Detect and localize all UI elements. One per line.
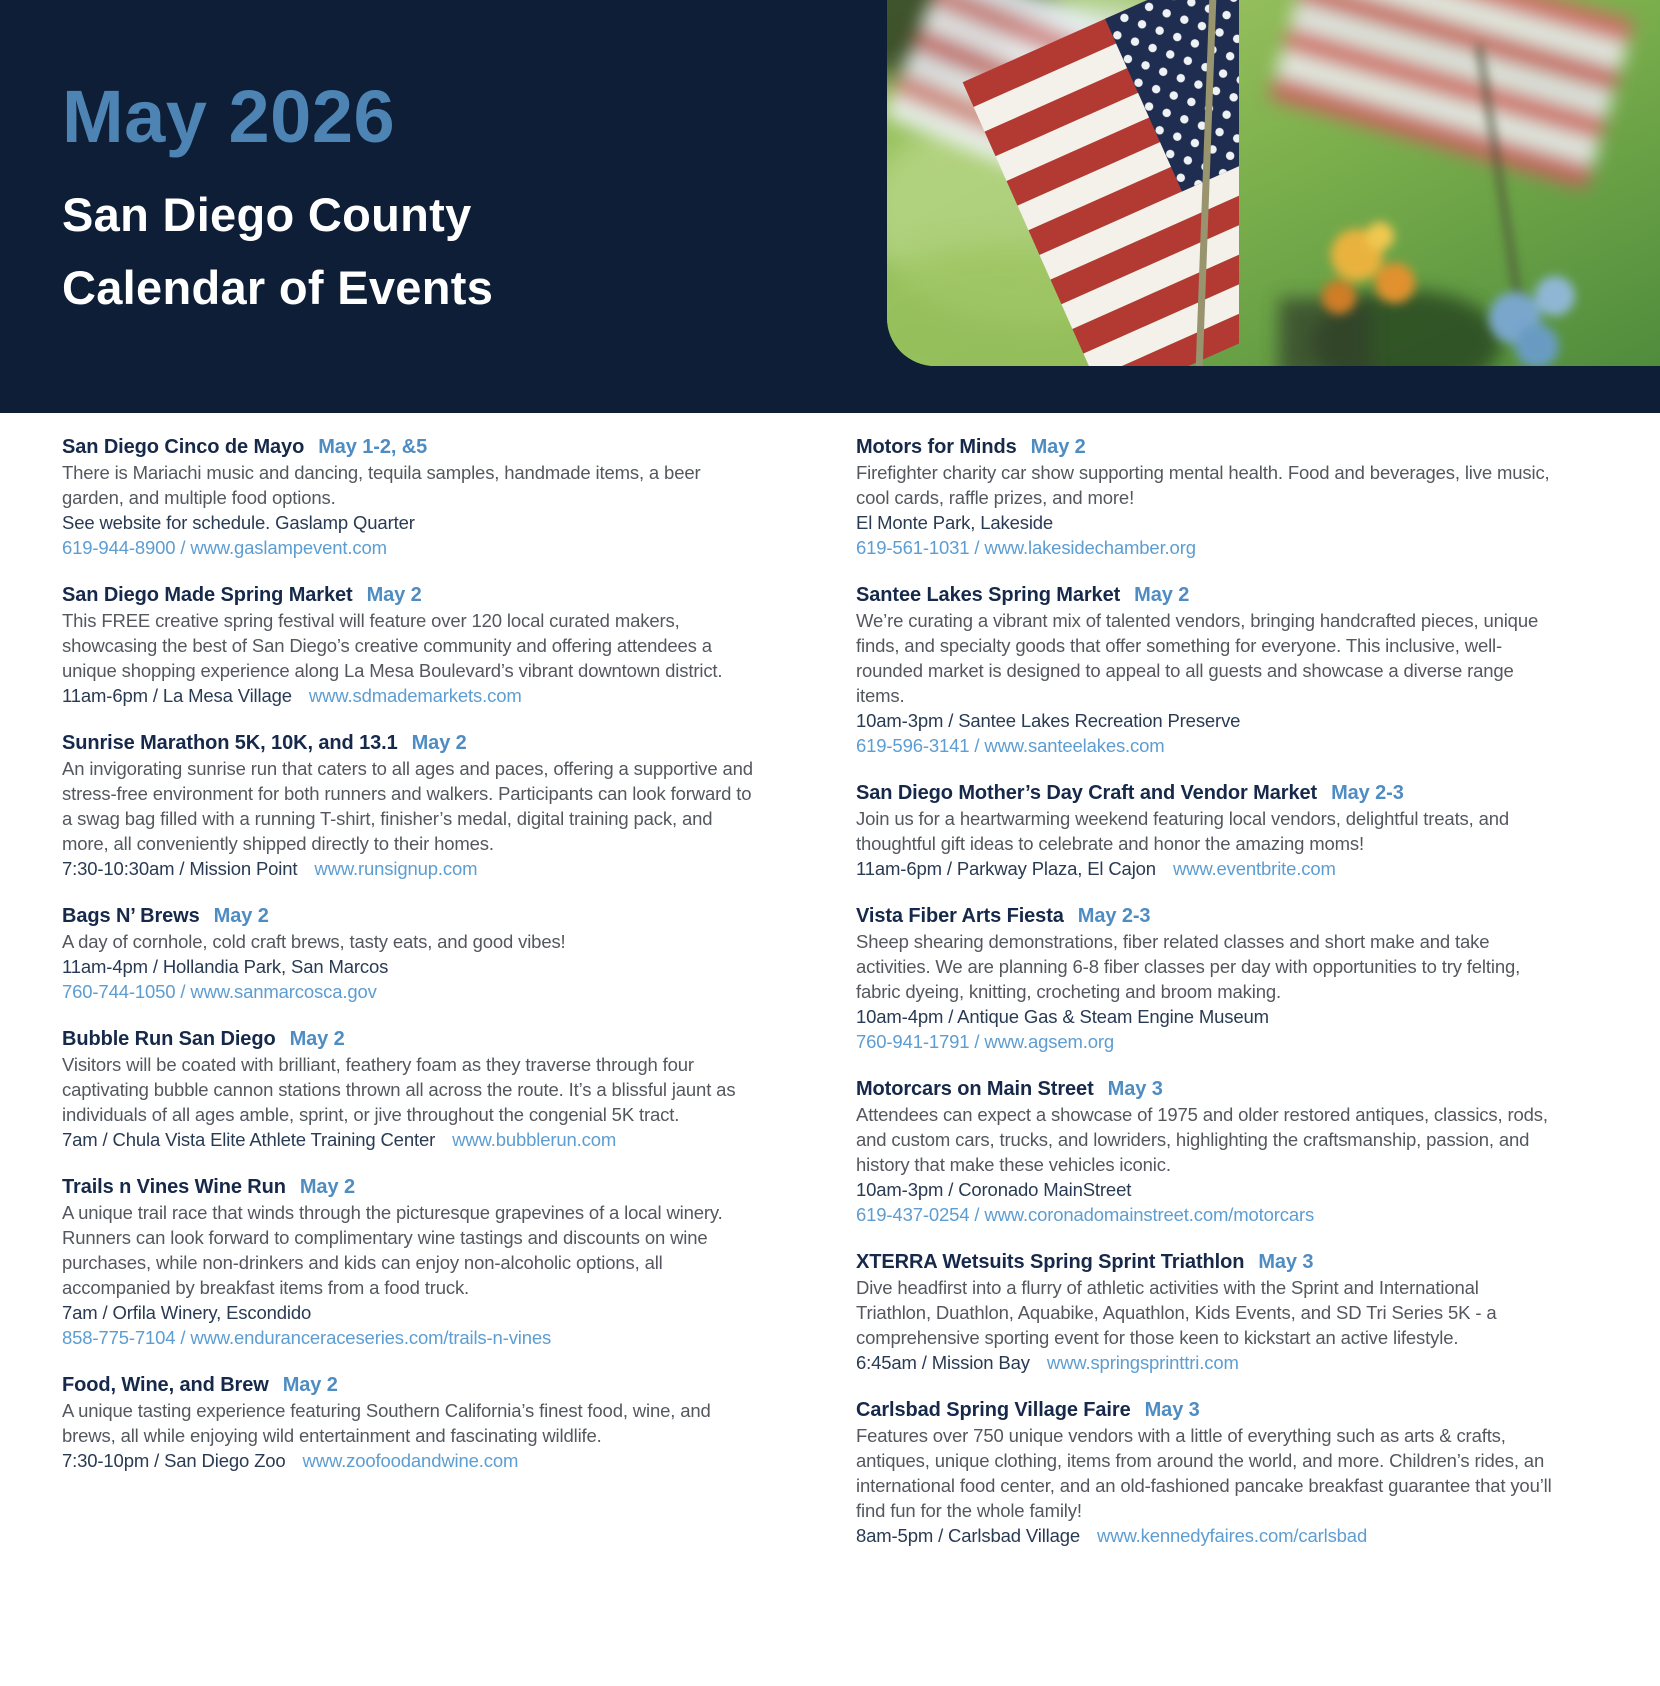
event-date: May 1-2, &5 xyxy=(318,436,428,458)
event-title: Bubble Run San Diego xyxy=(62,1028,276,1050)
event-header-line xyxy=(62,904,758,929)
event-listing xyxy=(856,904,1552,1054)
event-header-line xyxy=(62,1027,758,1052)
event-info-line xyxy=(62,954,758,979)
event-info-line xyxy=(62,856,758,881)
event-date: May 2 xyxy=(1134,584,1190,606)
event-description: A unique trail race that winds through the picturesque grapevines of a local winery. Runners can look forward to complimentary wine tastings and discounts on wine purchases, while non-drinkers and kids can enjoy non-alcoholic options, all accompanied by breakfast items from a food truck. xyxy=(62,1202,723,1298)
page-title-line-2: Calendar of Events xyxy=(62,261,494,314)
event-date: May 2 xyxy=(366,584,422,606)
page-title xyxy=(62,178,493,324)
event-date: May 2 xyxy=(1030,436,1086,458)
event-time-location: 8am-5pm / Carlsbad Village xyxy=(856,1525,1081,1546)
event-description: Features over 750 unique vendors with a little of everything such as arts & crafts, antiques, unique clothing, items from around the world, and more. Children’s rides, an international food center, and an old-fashioned pancake breakfast guarantee that you’ll find fun for the whole family! xyxy=(856,1425,1552,1521)
event-website-link[interactable]: www.kennedyfaires.com/carlsbad xyxy=(1097,1525,1368,1546)
event-date: May 3 xyxy=(1107,1078,1163,1100)
event-info-line xyxy=(62,683,758,708)
event-listing xyxy=(62,1175,758,1350)
event-contact-link[interactable]: 760-941-1791 / www.agsem.org xyxy=(856,1031,1115,1052)
event-header-line xyxy=(62,1175,758,1200)
event-date: May 2 xyxy=(299,1176,355,1198)
event-listing xyxy=(856,435,1552,560)
event-info-line xyxy=(62,1127,758,1152)
event-website-link[interactable]: www.sdmademarkets.com xyxy=(308,685,522,706)
event-header-line xyxy=(856,435,1552,460)
event-description: Dive headfirst into a flurry of athletic activities with the Sprint and International Triathlon, Duathlon, Aquabike, Aquathlon, Kids Events, and SD Tri Series 5K - a comprehensive sporting event for those keen to kickstart an active lifestyle. xyxy=(856,1277,1497,1348)
event-info-line xyxy=(856,856,1552,881)
event-date: May 2 xyxy=(289,1028,345,1050)
event-title: Bags N’ Brews xyxy=(62,905,200,927)
event-title: San Diego Cinco de Mayo xyxy=(62,436,305,458)
event-description: There is Mariachi music and dancing, tequila samples, handmade items, a beer garden, and multiple food options. xyxy=(62,462,701,508)
event-website-link[interactable]: www.eventbrite.com xyxy=(1172,858,1336,879)
event-description: We’re curating a vibrant mix of talented vendors, bringing handcrafted pieces, unique finds, and specialty goods that offer something for everyone. This inclusive, well-rounded market is designed to appeal to all guests and showcase a diverse range items. xyxy=(856,610,1539,706)
event-title: Santee Lakes Spring Market xyxy=(856,584,1121,606)
event-title: Sunrise Marathon 5K, 10K, and 13.1 xyxy=(62,732,398,754)
event-title: Motorcars on Main Street xyxy=(856,1078,1094,1100)
event-time-location: 10am-4pm / Antique Gas & Steam Engine Museum xyxy=(856,1006,1269,1027)
event-header-line xyxy=(62,731,758,756)
event-description: This FREE creative spring festival will feature over 120 local curated makers, showcasing the best of San Diego’s creative community and offering attendees a unique shopping experience along La Mesa Boulevard’s vibrant downtown district. xyxy=(62,610,723,681)
event-header-line xyxy=(856,583,1552,608)
event-time-location: 10am-3pm / Coronado MainStreet xyxy=(856,1179,1132,1200)
event-title: Vista Fiber Arts Fiesta xyxy=(856,905,1064,927)
flags-photo xyxy=(887,0,1660,366)
event-description: Firefighter charity car show supporting mental health. Food and beverages, live music, cool cards, raffle prizes, and more! xyxy=(856,462,1550,508)
event-time-location: 7am / Chula Vista Elite Athlete Training Center xyxy=(62,1129,436,1150)
event-description: Visitors will be coated with brilliant, feathery foam as they traverse through four captivating bubble cannon stations thrown all across the route. It’s a blissful jaunt as individuals of all ages amble, sprint, or jive throughout the congenial 5K tract. xyxy=(62,1054,736,1125)
event-header-line xyxy=(62,1373,758,1398)
event-listing xyxy=(856,1398,1552,1548)
event-listing xyxy=(856,1250,1552,1375)
event-date: May 2 xyxy=(213,905,269,927)
event-listing xyxy=(856,1077,1552,1227)
page-title-line-1: San Diego County xyxy=(62,188,472,241)
events-column-left xyxy=(62,435,758,1571)
event-time-location: 7:30-10pm / San Diego Zoo xyxy=(62,1450,286,1471)
event-title: San Diego Made Spring Market xyxy=(62,584,353,606)
event-time-location: See website for schedule. Gaslamp Quarter xyxy=(62,512,415,533)
event-description: A day of cornhole, cold craft brews, tasty eats, and good vibes! xyxy=(62,931,566,952)
event-contact-link[interactable]: 760-744-1050 / www.sanmarcosca.gov xyxy=(62,981,377,1002)
event-date: May 2-3 xyxy=(1331,782,1404,804)
event-info-line xyxy=(62,1300,758,1325)
event-description: An invigorating sunrise run that caters to all ages and paces, offering a supportive and stress-free environment for both runners and walkers. Participants can look forward to a swag bag filled with a running T-shirt, finisher’s medal, digital training pack, and more, all conveniently shipped directly to their homes. xyxy=(62,758,753,854)
event-listing xyxy=(62,1027,758,1152)
event-title: Carlsbad Spring Village Faire xyxy=(856,1399,1131,1421)
event-contact-link[interactable]: 858-775-7104 / www.enduranceraceseries.com/trails-n-vines xyxy=(62,1327,552,1348)
event-header-line xyxy=(856,904,1552,929)
event-info-line xyxy=(856,510,1552,535)
event-info-line xyxy=(856,1350,1552,1375)
events-column-right xyxy=(856,435,1552,1571)
header-text-block xyxy=(62,76,493,324)
event-time-location: 7am / Orfila Winery, Escondido xyxy=(62,1302,312,1323)
event-website-link[interactable]: www.zoofoodandwine.com xyxy=(302,1450,519,1471)
event-info-line xyxy=(62,1448,758,1473)
event-contact-link[interactable]: 619-944-8900 / www.gaslampevent.com xyxy=(62,537,387,558)
event-listing xyxy=(62,731,758,881)
event-listing xyxy=(62,435,758,560)
event-title: Trails n Vines Wine Run xyxy=(62,1176,286,1198)
event-listing xyxy=(62,1373,758,1473)
event-time-location: 11am-6pm / Parkway Plaza, El Cajon xyxy=(856,858,1156,879)
event-time-location: El Monte Park, Lakeside xyxy=(856,512,1054,533)
event-header-line xyxy=(856,1398,1552,1423)
event-time-location: 11am-6pm / La Mesa Village xyxy=(62,685,292,706)
event-time-location: 7:30-10:30am / Mission Point xyxy=(62,858,298,879)
event-time-location: 11am-4pm / Hollandia Park, San Marcos xyxy=(62,956,389,977)
event-description: A unique tasting experience featuring Southern California’s finest food, wine, and brews, all while enjoying wild entertainment and fascinating wildlife. xyxy=(62,1400,711,1446)
event-title: San Diego Mother’s Day Craft and Vendor Market xyxy=(856,782,1318,804)
event-header-line xyxy=(62,583,758,608)
event-listing xyxy=(856,583,1552,758)
event-title: Motors for Minds xyxy=(856,436,1017,458)
event-info-line xyxy=(856,1523,1552,1548)
event-date: May 3 xyxy=(1144,1399,1200,1421)
event-header-line xyxy=(856,781,1552,806)
event-description: Join us for a heartwarming weekend featuring local vendors, delightful treats, and thoughtful gift ideas to celebrate and honor the amazing moms! xyxy=(856,808,1510,854)
event-website-link[interactable]: www.springsprinttri.com xyxy=(1046,1352,1239,1373)
event-description: Sheep shearing demonstrations, fiber related classes and short make and take activities. We are planning 6-8 fiber classes per day with opportunities to try felting, fabric dyeing, knitting, crocheting and broom making. xyxy=(856,931,1521,1002)
event-contact-link[interactable]: 619-596-3141 / www.santeelakes.com xyxy=(856,735,1165,756)
event-listing xyxy=(62,904,758,1004)
event-header-line xyxy=(856,1077,1552,1102)
event-listing xyxy=(62,583,758,708)
header-banner xyxy=(0,0,1660,413)
event-listing xyxy=(856,781,1552,881)
event-title: Food, Wine, and Brew xyxy=(62,1374,269,1396)
event-time-location: 6:45am / Mission Bay xyxy=(856,1352,1030,1373)
event-info-line xyxy=(856,708,1552,733)
event-date: May 3 xyxy=(1258,1251,1314,1273)
event-contact-link[interactable]: 619-561-1031 / www.lakesidechamber.org xyxy=(856,537,1196,558)
event-info-line xyxy=(856,1177,1552,1202)
event-date: May 2 xyxy=(282,1374,338,1396)
events-list xyxy=(0,413,1660,1571)
flags-photo-illustration xyxy=(887,0,1660,366)
event-title: XTERRA Wetsuits Spring Sprint Triathlon xyxy=(856,1251,1245,1273)
event-info-line xyxy=(856,1004,1552,1029)
event-header-line xyxy=(856,1250,1552,1275)
event-info-line xyxy=(62,510,758,535)
month-title: May 2026 xyxy=(62,75,396,158)
event-date: May 2-3 xyxy=(1077,905,1151,927)
event-description: Attendees can expect a showcase of 1975 and older restored antiques, classics, rods, and custom cars, trucks, and lowriders, highlighting the craftsmanship, passion, and history that make these vehicles iconic. xyxy=(856,1104,1548,1175)
event-website-link[interactable]: www.bubblerun.com xyxy=(452,1129,617,1150)
event-time-location: 10am-3pm / Santee Lakes Recreation Preserve xyxy=(856,710,1241,731)
event-date: May 2 xyxy=(411,732,467,754)
event-header-line xyxy=(62,435,758,460)
event-website-link[interactable]: www.runsignup.com xyxy=(314,858,478,879)
event-contact-link[interactable]: 619-437-0254 / www.coronadomainstreet.com/motorcars xyxy=(856,1204,1315,1225)
